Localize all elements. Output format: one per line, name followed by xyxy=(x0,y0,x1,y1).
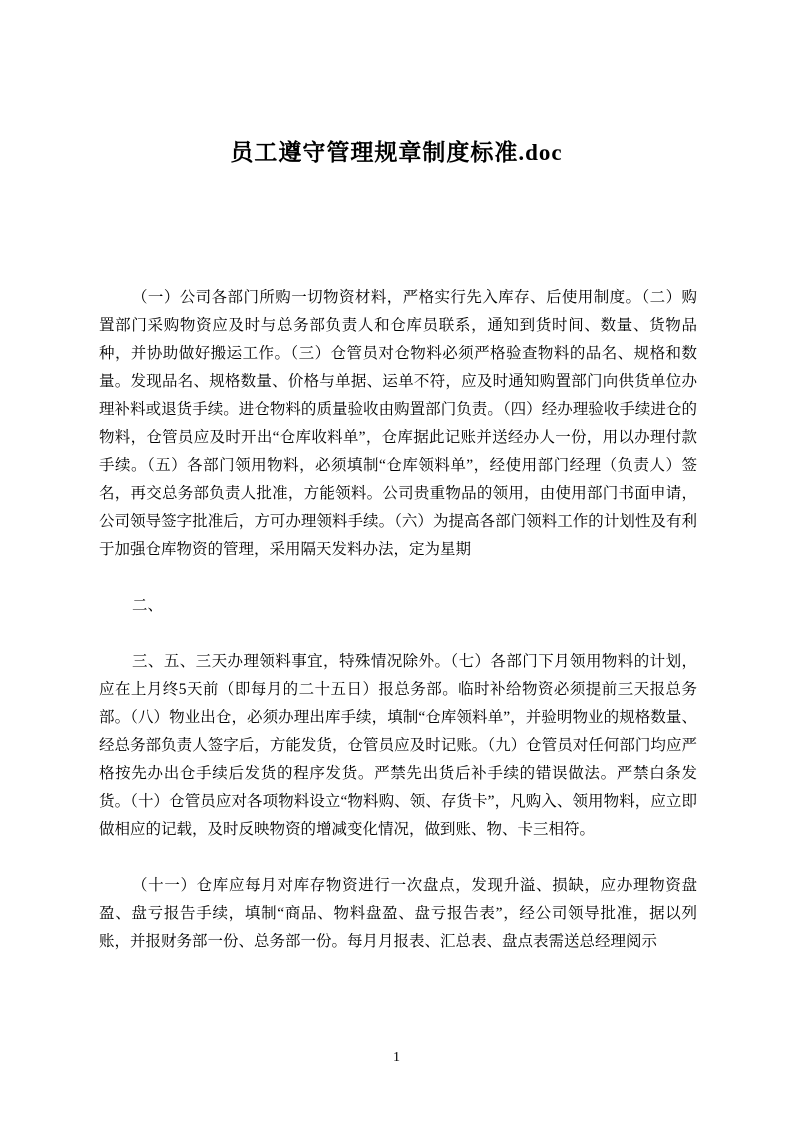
paragraph: 三、五、三天办理领料事宜，特殊情况除外。（七）各部门下月领用物料的计划，应在上月终5天前（即每月的二十五日）报总务部。临时补给物资必须提前三天报总务部。（八）物业出仓，必须办理出库手续，填制“仓库领料单”，并验明物业的规格数量、经总务部负责人签字后，方能发货，仓管员应及时记账。（九）仓管员对任何部门均应严格按先办出仓手续后发货的程序发货。严禁先出货后补手续的错误做法。严禁白条发货。（十）仓管员应对各项物料设立“物料购、领、存货卡”，凡购入、领用物料，应立即做相应的记载，及时反映物资的增减变化情况，做到账、物、卡三相符。 xyxy=(99,653,697,838)
document-body xyxy=(99,284,697,956)
document-title: 员工遵守管理规章制度标准.doc xyxy=(230,140,563,165)
paragraph: 二、 xyxy=(132,597,164,614)
paragraph: （一）公司各部门所购一切物资材料，严格实行先入库存、后使用制度。（二）购置部门采购物资应及时与总务部负责人和仓库员联系，通知到货时间、数量、货物品种，并协助做好搬运工作。（三）仓管员对仓物料必须严格验查物料的品名、规格和数量。发现品名、规格数量、价格与单据、运单不符，应及时通知购置部门向供货单位办理补料或退货手续。进仓物料的质量验收由购置部门负责。（四）经办理验收手续进仓的物料，仓管员应及时开出“仓库收料单”，仓库据此记账并送经办人一份，用以办理付款手续。（五）各部门领用物料，必须填制“仓库领料单”，经使用部门经理（负责人）签名，再交总务部负责人批准，方能领料。公司贵重物品的领用，由使用部门书面申请，公司领导签字批准后，方可办理领料手续。（六）为提高各部门领料工作的计划性及有利于加强仓库物资的管理，采用隔天发料办法，定为星期 xyxy=(99,289,697,558)
page-number: 1 xyxy=(393,1050,400,1065)
paragraph: （十一）仓库应每月对库存物资进行一次盘点，发现升溢、损缺，应办理物资盘盈、盘亏报告手续，填制“商品、物料盘盈、盘亏报告表”，经公司领导批准，据以列账，并报财务部一份、总务部一份。每月月报表、汇总表、盘点表需送总经理阅示 xyxy=(99,877,697,950)
